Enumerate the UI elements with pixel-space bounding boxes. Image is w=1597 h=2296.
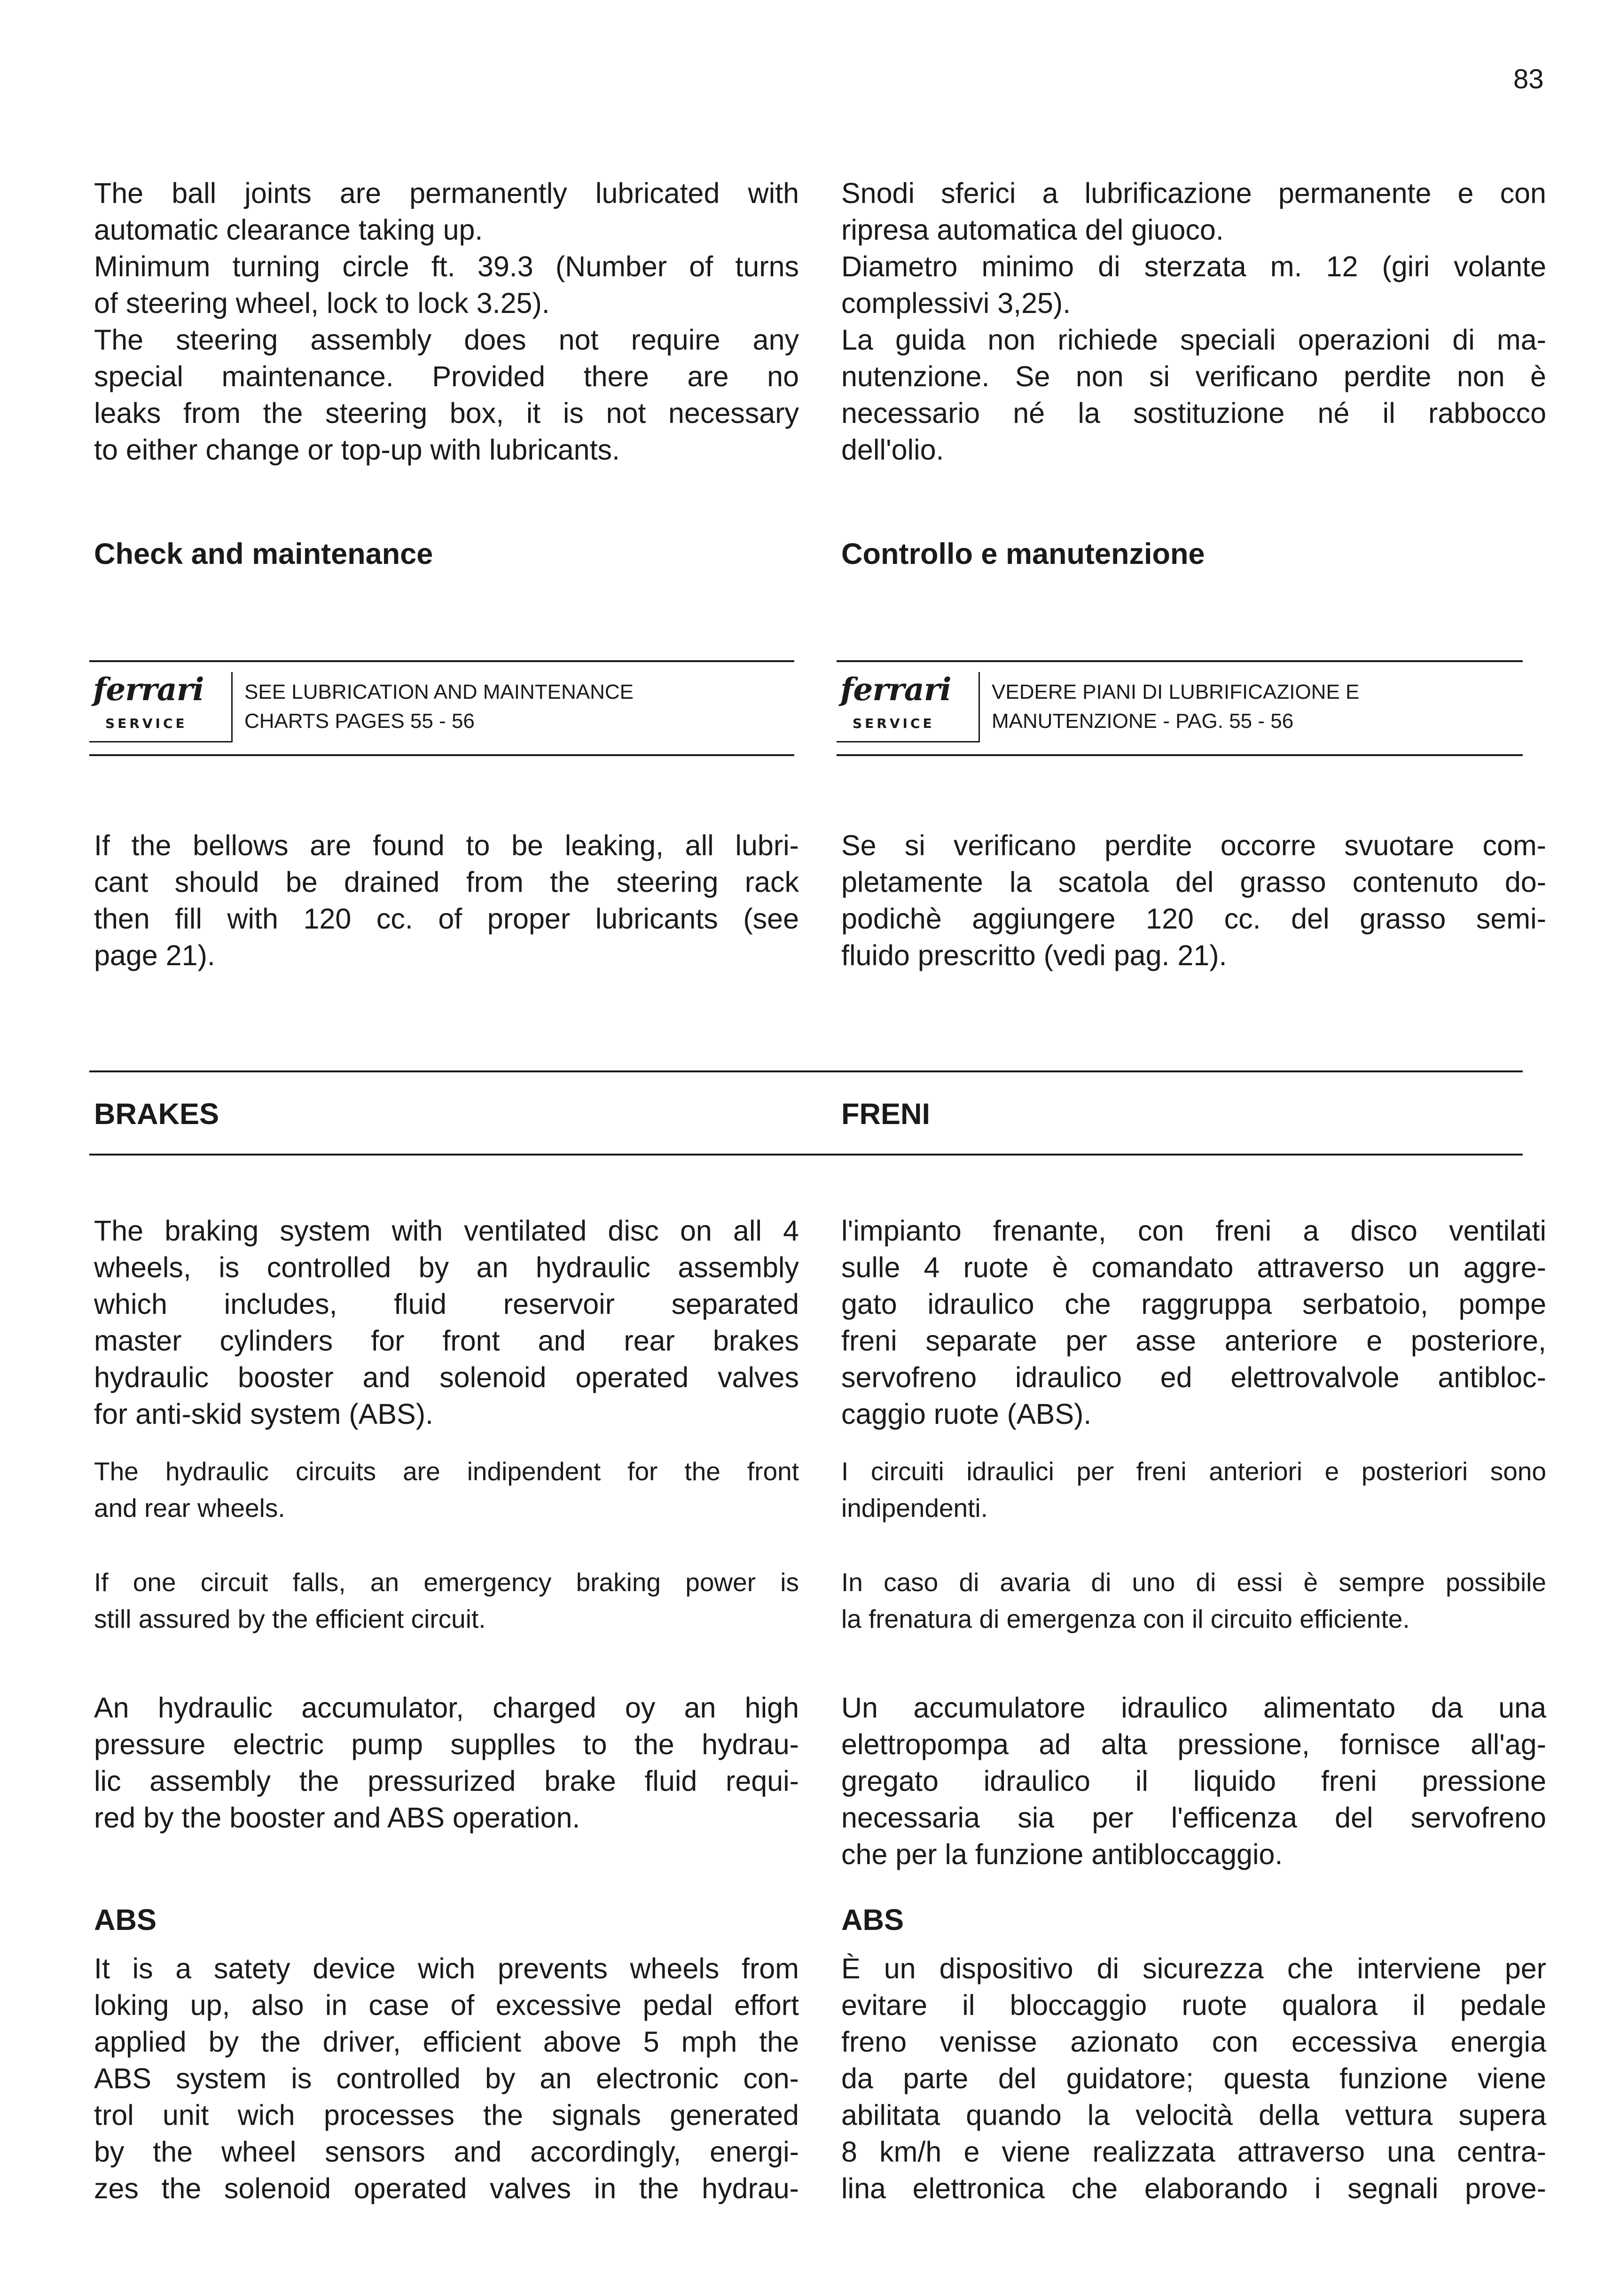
brakes-heading-it: FRENI xyxy=(841,1098,930,1131)
service-rule-bottom-en xyxy=(89,754,794,756)
text-line: wheels, is controlled by an hydraulic assembly xyxy=(94,1251,799,1283)
text-line: pressure electric pump supplles to the hydrau- xyxy=(94,1728,799,1760)
text-line: cant should be drained from the steering rack xyxy=(94,866,799,898)
text-line: The ball joints are permanently lubricated with xyxy=(94,177,799,209)
text-line: loking up, also in case of excessive pedal effort xyxy=(94,1989,799,2021)
text-line: to either change or top-up with lubricants. xyxy=(94,434,620,466)
text-line: and rear wheels. xyxy=(94,1493,285,1523)
text-line: automatic clearance taking up. xyxy=(94,214,483,246)
text-line: necessario né la sostituzione né il rabbocco xyxy=(841,397,1546,429)
text-line: necessaria sia per l'efficenza del servofreno xyxy=(841,1802,1546,1834)
text-line: Un accumulatore idraulico alimentato da una xyxy=(841,1692,1546,1724)
text-line: In caso di avaria di uno di essi è sempre possibile xyxy=(841,1568,1546,1597)
text-line: hydraulic booster and solenoid operated valves xyxy=(94,1361,799,1393)
text-line: still assured by the efficient circuit. xyxy=(94,1604,486,1633)
text-line: The hydraulic circuits are indipendent for the front xyxy=(94,1457,799,1486)
text-line: VEDERE PIANI DI LUBRIFICAZIONE E xyxy=(992,680,1360,703)
service-rule-bottom-it xyxy=(837,754,1523,756)
text-line: caggio ruote (ABS). xyxy=(841,1398,1092,1430)
text-line: leaks from the steering box, it is not necessary xyxy=(94,397,799,429)
text-line: ABS system is controlled by an electronic con- xyxy=(94,2062,799,2094)
brakes-accumulator-it xyxy=(841,1689,1546,1873)
text-line: la frenatura di emergenza con il circuito efficiente. xyxy=(841,1604,1410,1633)
text-line: If the bellows are found to be leaking, all lubri- xyxy=(94,829,799,861)
text-line: SEE LUBRICATION AND MAINTENANCE xyxy=(244,680,634,703)
text-line: of steering wheel, lock to lock 3.25). xyxy=(94,287,550,319)
abs-heading-en: ABS xyxy=(94,1904,157,1937)
text-line: master cylinders for front and rear brakes xyxy=(94,1325,799,1357)
text-line: trol unit wich processes the signals generated xyxy=(94,2099,799,2131)
steering-text-it xyxy=(841,175,1546,468)
service-note-it xyxy=(837,672,1523,742)
brakes-heading-en: BRAKES xyxy=(94,1098,219,1131)
service-note-en xyxy=(89,672,794,742)
text-line: I circuiti idraulici per freni anteriori e posteriori sono xyxy=(841,1457,1546,1486)
text-line: Diametro minimo di sterzata m. 12 (giri volante xyxy=(841,250,1546,282)
brakes-circuits-en xyxy=(94,1453,799,1526)
text-line: Minimum turning circle ft. 39.3 (Number of turns xyxy=(94,250,799,282)
text-line: abilitata quando la velocità della vettura supera xyxy=(841,2099,1546,2131)
text-line: by the wheel sensors and accordingly, energi- xyxy=(94,2136,799,2168)
brakes-circuits-it xyxy=(841,1453,1546,1526)
logo-service: SERVICE xyxy=(105,716,188,731)
service-note-text xyxy=(244,678,634,736)
text-line: l'impianto frenante, con freni a disco ventilati xyxy=(841,1215,1546,1247)
page-number: 83 xyxy=(1513,64,1544,94)
logo-service: SERVICE xyxy=(853,716,935,731)
text-line: servofreno idraulico ed elettrovalvole antibloc- xyxy=(841,1361,1546,1393)
bellows-text-en xyxy=(94,827,799,974)
bellows-text-it xyxy=(841,827,1546,974)
text-line: The braking system with ventilated disc on all 4 xyxy=(94,1215,799,1247)
logo-brand: ferrari xyxy=(840,671,951,708)
text-line: dell'olio. xyxy=(841,434,944,466)
text-line: An hydraulic accumulator, charged oy an high xyxy=(94,1692,799,1724)
text-line: da parte del guidatore; questa funzione viene xyxy=(841,2062,1546,2094)
steering-text-en xyxy=(94,175,799,468)
text-line: pletamente la scatola del grasso contenuto do- xyxy=(841,866,1546,898)
text-line: 8 km/h e viene realizzata attraverso una centra- xyxy=(841,2136,1546,2168)
check-maintenance-heading-it: Controllo e manutenzione xyxy=(841,538,1205,570)
text-line: nutenzione. Se non si verificano perdite non è xyxy=(841,360,1546,392)
text-line: elettropompa ad alta pressione, fornisce all'ag- xyxy=(841,1728,1546,1760)
abs-heading-it: ABS xyxy=(841,1904,904,1937)
text-line: lina elettronica che elaborando i segnali prove- xyxy=(841,2172,1546,2204)
text-line: MANUTENZIONE - PAG. 55 - 56 xyxy=(992,710,1294,733)
ferrari-service-logo xyxy=(837,672,980,742)
brakes-failure-en xyxy=(94,1564,799,1637)
text-line: indipendenti. xyxy=(841,1493,988,1523)
text-line: for anti-skid system (ABS). xyxy=(94,1398,433,1430)
text-line: podichè aggiungere 120 cc. del grasso semi- xyxy=(841,903,1546,935)
brakes-intro-en xyxy=(94,1212,799,1432)
text-line: It is a satety device wich prevents wheels from xyxy=(94,1952,799,1984)
service-rule-top-it xyxy=(837,660,1523,662)
abs-text-it xyxy=(841,1950,1546,2207)
text-line: applied by the driver, efficient above 5 mph the xyxy=(94,2026,799,2058)
text-line: then fill with 120 cc. of proper lubricants (see xyxy=(94,903,799,935)
text-line: CHARTS PAGES 55 - 56 xyxy=(244,710,475,733)
text-line: freni separate per asse anteriore e posteriore, xyxy=(841,1325,1546,1357)
service-rule-top-en xyxy=(89,660,794,662)
ferrari-service-logo xyxy=(89,672,233,742)
text-line: lic assembly the pressurized brake fluid requi- xyxy=(94,1765,799,1797)
text-line: che per la funzione antibloccaggio. xyxy=(841,1838,1283,1870)
text-line: fluido prescritto (vedi pag. 21). xyxy=(841,939,1227,971)
text-line: Snodi sferici a lubrificazione permanente e con xyxy=(841,177,1546,209)
brakes-accumulator-en xyxy=(94,1689,799,1836)
text-line: The steering assembly does not require any xyxy=(94,324,799,356)
brakes-intro-it xyxy=(841,1212,1546,1432)
brakes-rule-bottom xyxy=(89,1154,1523,1156)
check-maintenance-heading-en: Check and maintenance xyxy=(94,538,433,570)
brakes-failure-it xyxy=(841,1564,1546,1637)
brakes-rule-top xyxy=(89,1070,1523,1072)
text-line: red by the booster and ABS operation. xyxy=(94,1802,580,1834)
abs-text-en xyxy=(94,1950,799,2207)
text-line: La guida non richiede speciali operazioni di ma- xyxy=(841,324,1546,356)
text-line: gregato idraulico il liquido freni pressione xyxy=(841,1765,1546,1797)
text-line: page 21). xyxy=(94,939,215,971)
text-line: sulle 4 ruote è comandato attraverso un aggre- xyxy=(841,1251,1546,1283)
text-line: complessivi 3,25). xyxy=(841,287,1071,319)
logo-brand: ferrari xyxy=(93,671,204,708)
text-line: evitare il bloccaggio ruote qualora il pedale xyxy=(841,1989,1546,2021)
text-line: gato idraulico che raggruppa serbatoio, pompe xyxy=(841,1288,1546,1320)
text-line: freno venisse azionato con eccessiva energia xyxy=(841,2026,1546,2058)
text-line: special maintenance. Provided there are no xyxy=(94,360,799,392)
text-line: ripresa automatica del giuoco. xyxy=(841,214,1224,246)
text-line: Se si verificano perdite occorre svuotare com- xyxy=(841,829,1546,861)
text-line: È un dispositivo di sicurezza che interviene per xyxy=(841,1952,1546,1984)
text-line: zes the solenoid operated valves in the hydrau- xyxy=(94,2172,799,2204)
service-note-text xyxy=(992,678,1359,736)
text-line: which includes, fluid reservoir separated xyxy=(94,1288,799,1320)
text-line: If one circuit falls, an emergency braking power is xyxy=(94,1568,799,1597)
